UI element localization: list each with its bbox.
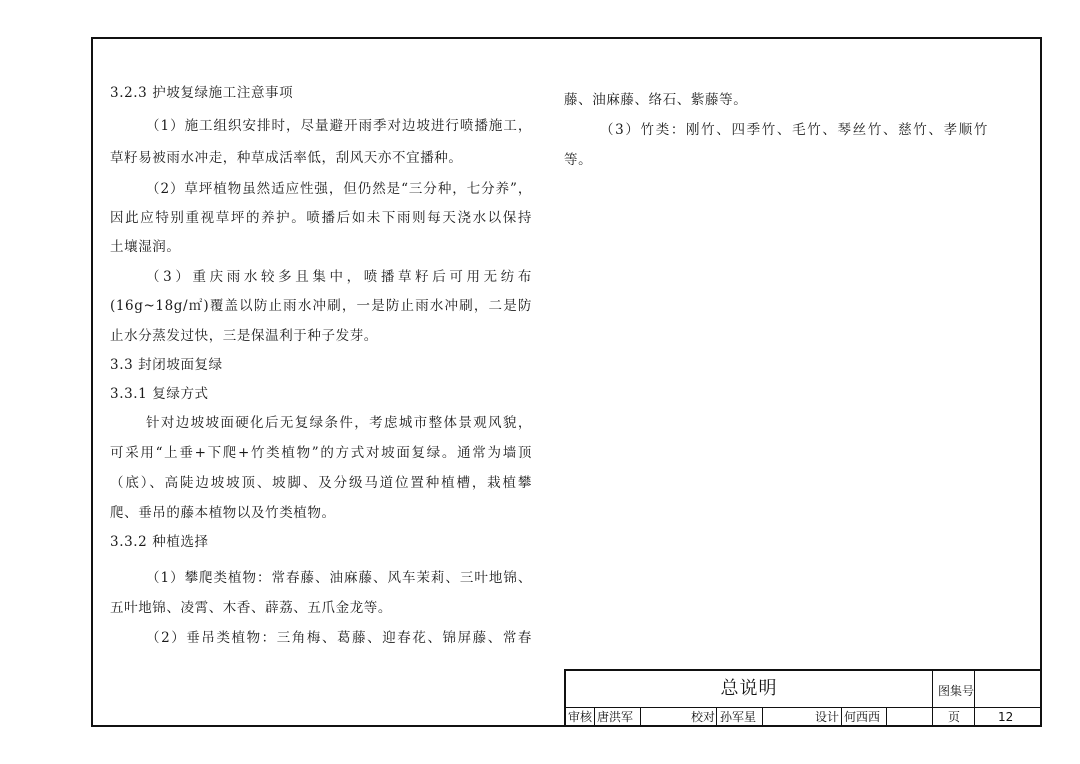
page-label: 页: [948, 710, 961, 724]
paragraph-line: 草籽易被雨水冲走，种草成活率低，刮风天亦不宜播种。: [110, 150, 463, 166]
divider: [974, 671, 975, 707]
design-label: 设计: [815, 710, 840, 724]
section-heading-3-3-1: 3.3.1 复绿方式: [110, 386, 209, 402]
paragraph-line: 五叶地锦、凌霄、木香、薜荔、五爪金龙等。: [110, 600, 392, 616]
divider: [594, 708, 595, 727]
drawing-frame: [91, 37, 1042, 727]
divider: [932, 671, 933, 707]
paragraph-line: （1）施工组织安排时，尽量避开雨季对边坡进行喷播施工，: [146, 118, 532, 134]
paragraph-line: 可采用“上垂+下爬+竹类植物”的方式对坡面复绿。通常为墙顶: [110, 445, 532, 461]
paragraph-line: (16g~18g/㎡)覆盖以防止雨水冲刷，一是防止雨水冲刷，二是防: [110, 298, 532, 314]
paragraph-line: （底）、高陡边坡坡顶、坡脚、及分级马道位置种植槽，栽植攀: [110, 475, 532, 491]
title-row: [566, 671, 1042, 708]
divider: [841, 708, 842, 727]
paragraph-line: 针对边坡坡面硬化后无复绿条件，考虑城市整体景观风貌，: [146, 415, 532, 431]
title-block: [564, 669, 1042, 727]
page-number: 12: [998, 710, 1014, 724]
paragraph-line: （2）草坪植物虽然适应性强，但仍然是“三分种，七分养”，: [146, 181, 532, 197]
section-heading-3-2-3: 3.2.3 护坡复绿施工注意事项: [110, 85, 294, 101]
paragraph-line: 藤、油麻藤、络石、紫藤等。: [564, 92, 748, 108]
designer-name: 何西西: [844, 710, 881, 724]
divider: [716, 708, 717, 727]
section-heading-3-3-2: 3.3.2 种植选择: [110, 534, 209, 550]
paragraph-line: （2）垂吊类植物：三角梅、葛藤、迎春花、锦屏藤、常春: [146, 630, 532, 646]
signature-row: [566, 708, 1042, 727]
drawing-title: 总说明: [720, 678, 778, 699]
paragraph-line: 因此应特别重视草坪的养护。喷播后如未下雨则每天浇水以保持: [110, 210, 532, 226]
check-label: 校对: [691, 710, 716, 724]
paragraph-line: （1）攀爬类植物：常春藤、油麻藤、风车茉莉、三叶地锦、: [146, 570, 532, 586]
paragraph-line: （3）重庆雨水较多且集中，喷播草籽后可用无纺布: [146, 269, 532, 285]
paragraph-line: 等。: [564, 152, 593, 168]
divider: [762, 708, 763, 727]
section-heading-3-3: 3.3 封闭坡面复绿: [110, 357, 223, 373]
checker-name: 孙军星: [720, 710, 757, 724]
paragraph-line: 爬、垂吊的藤本植物以及竹类植物。: [110, 505, 336, 521]
paragraph-line: 止水分蒸发过快，三是保温利于种子发芽。: [110, 328, 378, 344]
divider: [640, 708, 641, 727]
atlas-number-label: 图集号: [938, 684, 975, 698]
review-label: 审核: [568, 710, 593, 724]
divider: [932, 708, 933, 727]
paragraph-line: 土壤湿润。: [110, 239, 181, 255]
divider: [886, 708, 887, 727]
reviewer-name: 唐洪军: [597, 710, 634, 724]
divider: [974, 708, 975, 727]
paragraph-line: （3）竹类：刚竹、四季竹、毛竹、琴丝竹、慈竹、孝顺竹: [600, 122, 988, 138]
